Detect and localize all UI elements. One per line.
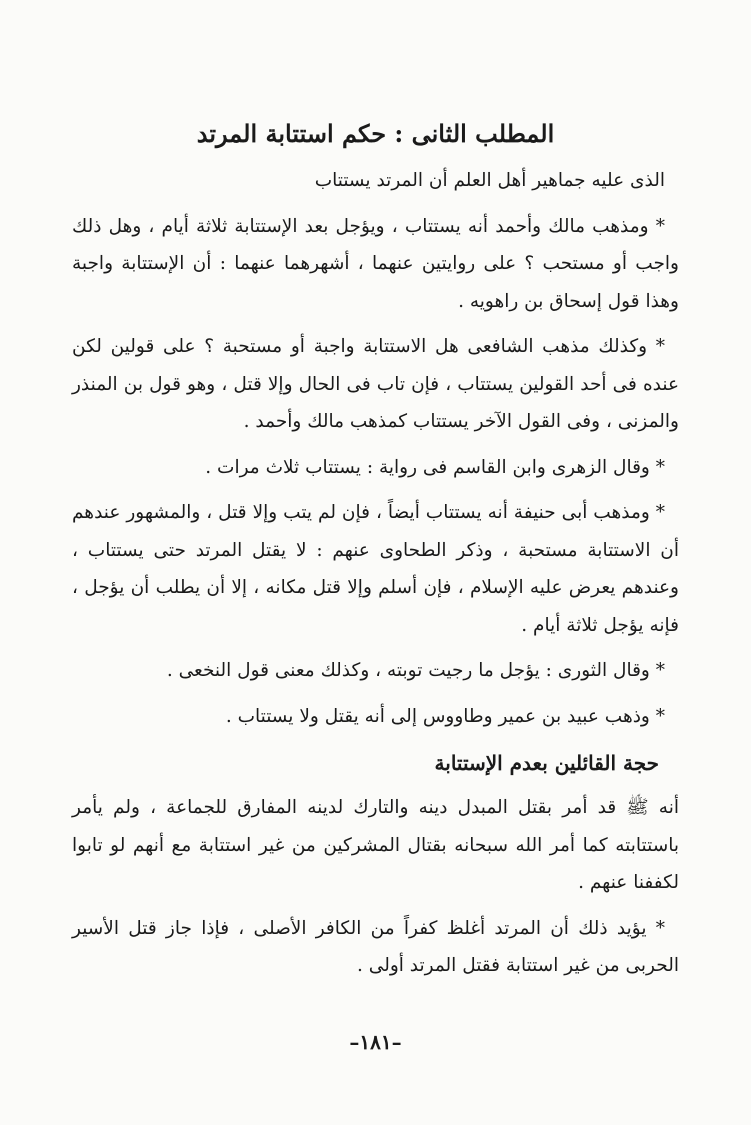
page-number: –١٨١– [349,1030,402,1054]
paragraph: * وقال الزهرى وابن القاسم فى رواية : يستتاب ثلاث مرات . [205,456,665,478]
section-subtitle: حجة القائلين بعدم الإستتابة [434,751,659,775]
section-title: المطلب الثانى : حكم استتابة المرتد [196,119,555,148]
paragraph: * وقال الثورى : يؤجل ما رجيت توبته ، وكذلك معنى قول النخعى . [166,660,665,681]
paragraph: * ومذهب أبى حنيفة أنه يستتاب أيضاً ، فإن لم يتب وإلا قتل ، والمشهور عندهم أن الاستتابة مستحبة ، وذكر الطحاوى عنهم : لا يقتل المرتد حتى يستتاب ، وعندهم يعرض عليه الإسلام ، فإن أسلم وإلا قتل مكانه ، إلا أن يطلب أن يؤجل ، فإنه يؤجل ثلاثة أيام . [72,502,679,636]
paragraph: أنه ﷺ قد أمر بقتل المبدل دينه والتارك لدينه المفارق للجماعة ، ولم يأمر باستتابته كما أمر الله سبحانه بقتال المشركين من غير استتابة مع أنهم لو تابوا لكففنا عنهم . [72,797,679,893]
paragraph: الذى عليه جماهير أهل العلم أن المرتد يستتاب [314,170,665,191]
page-body [72,110,679,985]
paragraph: * وكذلك مذهب الشافعى هل الاستتابة واجبة أو مستحبة ؟ على قولين لكن عنده فى أحد القولين يستتاب ، فإن تاب فى الحال وإلا قتل ، وهو قول بن المنذر والمزنى ، وفى القول الآخر يستتاب كمذهب مالك وأحمد . [72,336,679,432]
paragraph: * وذهب عبيد بن عمير وطاووس إلى أنه يقتل ولا يستتاب . [225,705,665,727]
paragraph: * يؤيد ذلك أن المرتد أغلظ كفراً من الكافر الأصلى ، فإذا جاز قتل الأسير الحربى من غير استتابة فقتل المرتد أولى . [72,917,679,976]
paragraph: * ومذهب مالك وأحمد أنه يستتاب ، ويؤجل بعد الإستتابة ثلاثة أيام ، وهل ذلك واجب أو مستحب ؟ على روايتين عنهما ، أشهرهما عنهما : أن الإستتابة واجبة وهذا قول إسحاق بن راهويه . [72,215,679,312]
